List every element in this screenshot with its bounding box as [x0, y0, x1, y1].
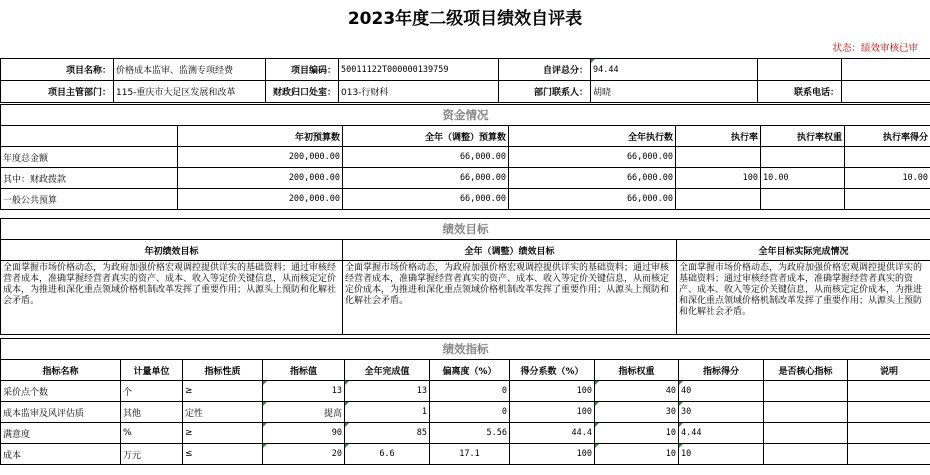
goals-section-title: 绩效目标: [1, 219, 930, 240]
funds-cell: [676, 147, 761, 168]
funds-header-blank: [1, 126, 178, 147]
indicator-nature: ≥: [183, 423, 263, 444]
project-name-value: 价格成本监审、监测专项经费: [114, 59, 266, 81]
phone-value: [842, 81, 930, 103]
indicator-header: 指标性质: [183, 360, 263, 381]
indicator-weight: 10: [595, 423, 679, 444]
phone-label: 联系电话：: [758, 81, 842, 103]
indicator-coef: 44.4: [510, 423, 595, 444]
contact-label: 部门联系人：: [499, 81, 591, 103]
funds-cell: 200,000.00: [178, 147, 343, 168]
funds-cell: [845, 189, 930, 210]
funds-cell: 66,000.00: [343, 168, 509, 189]
goal-actual-text: 全面掌握市场价格动态，为政府加强价格宏观调控提供详实的基础资料；通过审核经营者成本，准确掌握经营者真实的资产、成本、收入等定价关键信息，从而核定定价成本，为推进和深化重点领域价格机制改革发挥了重要作用；从源头上预防和化解社会矛盾。: [677, 261, 930, 335]
indicator-deviation: 0: [430, 402, 510, 423]
indicator-coef: 100: [510, 381, 595, 402]
indicator-weight: 10: [595, 444, 679, 465]
indicator-value: 90: [263, 423, 345, 444]
contact-value: 胡晓: [591, 81, 758, 103]
funds-cell: 66,000.00: [343, 147, 509, 168]
indicator-deviation: 0: [430, 381, 510, 402]
indicator-deviation: 5.56: [430, 423, 510, 444]
indicator-header: 指标得分: [679, 360, 764, 381]
funds-cell: 200,000.00: [178, 189, 343, 210]
status-label: 状态：: [832, 43, 861, 54]
indicator-header: 指标值: [263, 360, 345, 381]
indicators-table: [0, 338, 930, 465]
funds-cell: 66,000.00: [343, 189, 509, 210]
score-label: 自评总分：: [499, 59, 591, 81]
funds-cell: [676, 189, 761, 210]
indicator-note: [848, 402, 930, 423]
indicators-section-title: 绩效指标: [1, 339, 930, 360]
funds-cell: [761, 147, 845, 168]
funds-section-title: 资金情况: [1, 105, 930, 126]
indicator-header: 得分系数（%）: [510, 360, 595, 381]
indicator-header: 计量单位: [121, 360, 183, 381]
indicator-core: [764, 381, 848, 402]
finance-label: 财政归口处室：: [266, 81, 339, 103]
empty-cell: [842, 59, 930, 81]
status-value: 绩效审核已审: [860, 43, 918, 54]
funds-cell: 10.00: [761, 168, 845, 189]
indicator-done: 6.6: [345, 444, 430, 465]
indicator-nature: ≤: [183, 444, 263, 465]
indicator-core: [764, 402, 848, 423]
indicator-coef: 100: [510, 444, 595, 465]
indicator-value: 20: [263, 444, 345, 465]
indicator-header: 指标名称: [1, 360, 121, 381]
indicator-unit: 其他: [121, 402, 183, 423]
indicator-header: 说明: [848, 360, 930, 381]
indicator-name: 满意度: [1, 423, 121, 444]
funds-cell: [845, 147, 930, 168]
indicator-deviation: 17.1: [430, 444, 510, 465]
funds-cell: 200,000.00: [178, 168, 343, 189]
indicator-name: 采价点个数: [1, 381, 121, 402]
status-badge: [832, 40, 918, 54]
indicator-header: 指标权重: [595, 360, 679, 381]
funds-cell: 10.00: [845, 168, 930, 189]
funds-row-label: 其中：财政拨款: [1, 168, 178, 189]
indicator-core: [764, 444, 848, 465]
funds-header: 执行率: [676, 126, 761, 147]
indicator-header: 是否核心指标: [764, 360, 848, 381]
indicator-unit: 万元: [121, 444, 183, 465]
score-value: 94.44: [591, 59, 758, 81]
indicator-done: 1: [345, 402, 430, 423]
page-title: 2023年度二级项目绩效自评表: [347, 9, 583, 29]
indicator-coef: 100: [510, 402, 595, 423]
indicator-note: [848, 381, 930, 402]
indicator-nature: 定性: [183, 402, 263, 423]
indicator-done: 85: [345, 423, 430, 444]
funds-row-label: 一般公共预算: [1, 189, 178, 210]
funds-cell: 66,000.00: [509, 147, 676, 168]
project-info-table: [0, 58, 930, 103]
indicator-name: 成本监审及风评估质: [1, 402, 121, 423]
indicator-header: 全年完成值: [345, 360, 430, 381]
goals-table: [0, 218, 930, 335]
funds-header: 执行率权重: [761, 126, 845, 147]
indicator-value: 13: [263, 381, 345, 402]
goals-header: 全年目标实际完成情况: [677, 240, 930, 261]
indicator-score: 4.44: [679, 423, 764, 444]
indicator-weight: 40: [595, 381, 679, 402]
indicator-core: [764, 423, 848, 444]
goals-header: 全年（调整）绩效目标: [343, 240, 677, 261]
project-code-value: 50011122T000000139759: [339, 59, 499, 81]
funds-cell: [761, 189, 845, 210]
indicator-unit: %: [121, 423, 183, 444]
dept-value: 115-重庆市大足区发展和改革: [114, 81, 266, 103]
indicator-score: 40: [679, 381, 764, 402]
indicator-nature: ≥: [183, 381, 263, 402]
funds-table: [0, 104, 930, 210]
project-code-label: 项目编码：: [266, 59, 339, 81]
project-name-label: 项目名称：: [1, 59, 114, 81]
indicator-score: 10: [679, 444, 764, 465]
goals-header: 年初绩效目标: [1, 240, 343, 261]
funds-cell: 66,000.00: [509, 168, 676, 189]
indicator-done: 13: [345, 381, 430, 402]
finance-value: 013-行财科: [339, 81, 499, 103]
funds-header: 年初预算数: [178, 126, 343, 147]
funds-cell: 66,000.00: [509, 189, 676, 210]
goal-initial-text: 全面掌握市场价格动态，为政府加强价格宏观调控提供详实的基础资料；通过审核经营者成本，准确掌握经营者真实的资产、成本、收入等定价关键信息，从而核定定价成本，为推进和深化重点领域价格机制改革发挥了重要作用；从源头上预防和化解社会矛盾。: [1, 261, 343, 335]
indicator-weight: 30: [595, 402, 679, 423]
indicator-note: [848, 423, 930, 444]
indicator-value: 提高: [263, 402, 345, 423]
empty-cell: [758, 59, 842, 81]
dept-label: 项目主管部门：: [1, 81, 114, 103]
indicator-name: 成本: [1, 444, 121, 465]
funds-header: 全年执行数: [509, 126, 676, 147]
indicator-header: 偏离度（%）: [430, 360, 510, 381]
funds-header: 全年（调整）预算数: [343, 126, 509, 147]
indicator-note: [848, 444, 930, 465]
funds-row-label: 年度总金额: [1, 147, 178, 168]
funds-cell: 100: [676, 168, 761, 189]
funds-header: 执行率得分: [845, 126, 930, 147]
indicator-score: 30: [679, 402, 764, 423]
goal-adjusted-text: 全面掌握市场价格动态，为政府加强价格宏观调控提供详实的基础资料；通过审核经营者成本，准确掌握经营者真实的资产、成本、收入等定价关键信息，从而核定定价成本，为推进和深化重点领域价格机制改革发挥了重要作用；从源头上预防和化解社会矛盾。: [343, 261, 677, 335]
indicator-unit: 个: [121, 381, 183, 402]
